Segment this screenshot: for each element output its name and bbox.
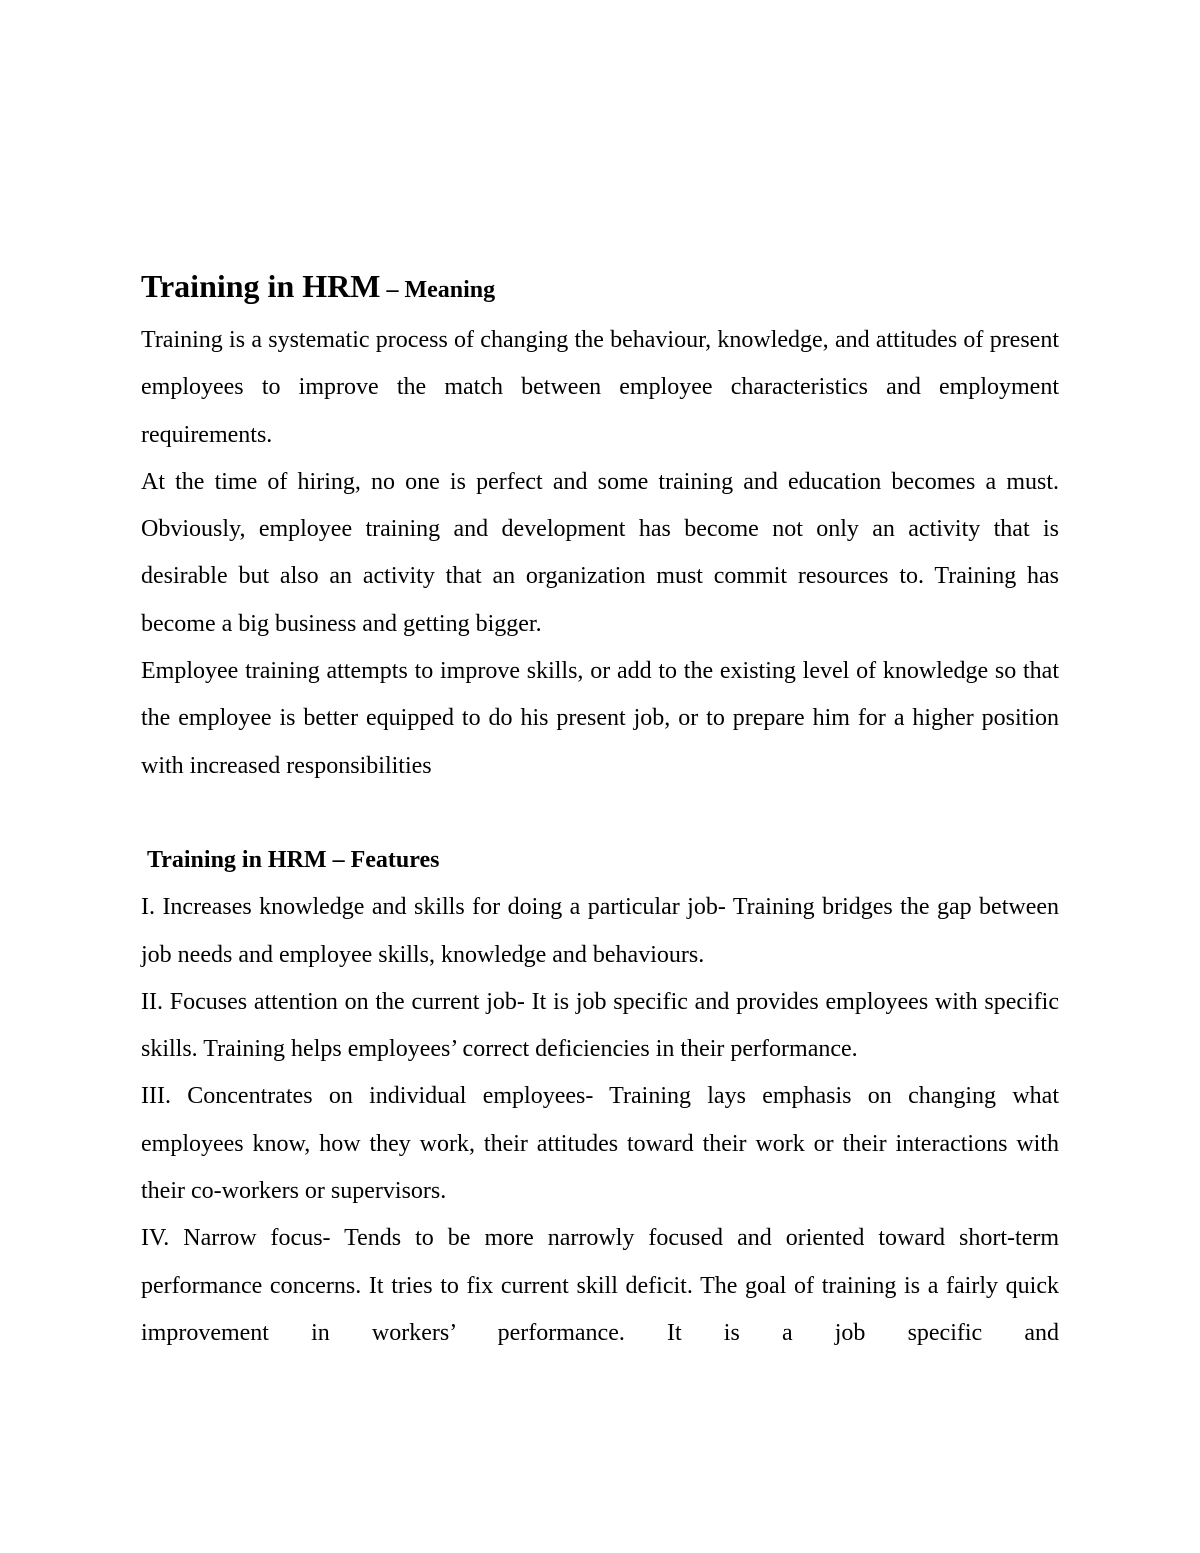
paragraph-hiring: At the time of hiring, no one is perfect and some training and education becomes a must. Obviously, employee training and development has become not only an activity that is desirable but also an activity that an organization must commit resources to. Training has become a big business and getting bigger. xyxy=(141,468,1059,637)
page-title-sub: – Meaning xyxy=(380,277,496,303)
paragraph-employee-training: Employee training attempts to improve skills, or add to the existing level of knowledge so that the employee is better equipped to do his present job, or to prepare him for a higher position with increased responsibilities xyxy=(141,658,1059,779)
feature-item-1: I. Increases knowledge and skills for doing a particular job- Training bridges the gap between job needs and employee skills, knowledge and behaviours. xyxy=(141,894,1059,968)
page-title-main: Training in HRM xyxy=(141,268,381,304)
section-gap xyxy=(141,790,1059,837)
paragraph-definition: Training is a systematic process of changing the behaviour, knowledge, and attitudes of present employees to improve the match between employee characteristics and employment requirements. xyxy=(141,327,1059,448)
feature-item-2: II. Focuses attention on the current job- It is job specific and provides employees with specific skills. Training helps employees’ correct deficiencies in their performance. xyxy=(141,988,1059,1063)
feature-item-3: III. Concentrates on individual employees- Training lays emphasis on changing what employees know, how they work, their attitudes toward their work or their interactions with their co-workers or supervisors. xyxy=(141,1083,1059,1205)
feature-item-4: IV. Narrow focus- Tends to be more narrowly focused and oriented toward short-term performance concerns. It tries to fix current skill deficit. The goal of training is a fairly quick improvement in workers’ performance. It is a job specific and xyxy=(141,1225,1059,1346)
features-heading: Training in HRM – Features xyxy=(147,846,440,873)
page-title xyxy=(141,262,1059,314)
document-body xyxy=(141,262,1059,1357)
